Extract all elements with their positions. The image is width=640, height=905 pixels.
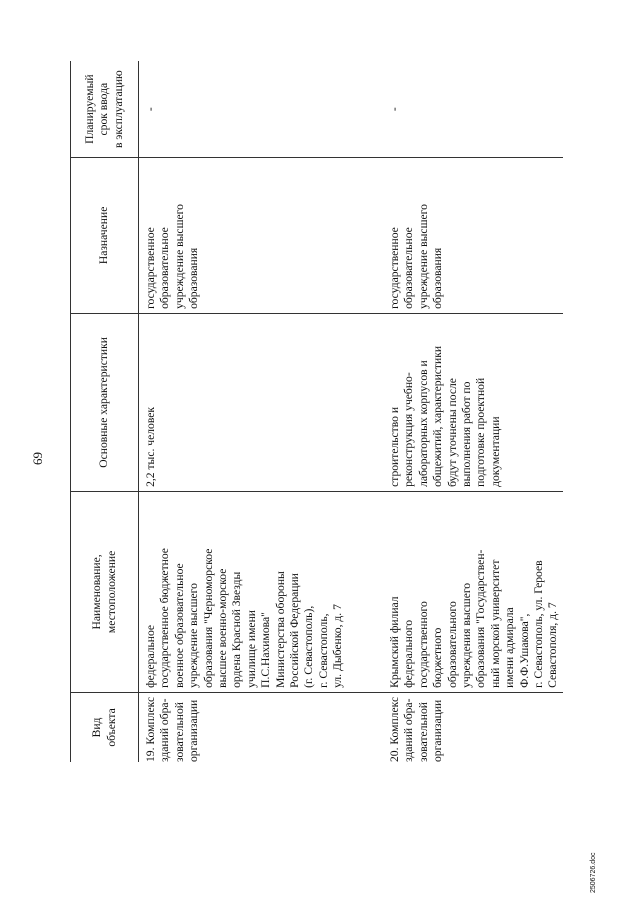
page-number: 69	[30, 452, 45, 465]
planned-term-cell: -	[372, 61, 563, 157]
table-row	[139, 61, 373, 762]
document-code: 2506726.doc	[590, 852, 597, 893]
characteristics-cell: строительство и реконструкция учебно- лабораторных корпусов и общежитий, характеристики будут уточнены после выполнения работ по подготовке проектной документации	[372, 313, 563, 491]
purpose-cell: государственное образовательное учреждение высшего образования	[139, 157, 373, 313]
characteristics-cell: 2,2 тыс. человек	[139, 313, 373, 491]
header-name-location: Наименование, местоположение	[71, 491, 139, 692]
table-header-row	[71, 61, 139, 762]
name-location-cell: федеральное государственное бюджетное военное образовательное учреждение высшего образования "Черноморское высшее военно-морское ордена Красной Звезды училище имени П.С.Нахимова" Министерства обороны Российской Федерации (г. Севастополь), г. Севастополь, ул. Дыбенко, д. 7	[139, 491, 373, 692]
name-location-cell: Крымский филиал федерального государственного бюджетного образовательного учреждения высшего образования "Государствен- ный морской университет имени адмирала Ф.Ф.Ушакова", г. Севастополь, ул. Героев Севастополя, д. 7	[372, 491, 563, 692]
objects-table	[70, 61, 563, 762]
header-planned-term: Планируемый срок ввода в эксплуатацию	[71, 61, 139, 157]
purpose-cell: государственное образовательное учреждение высшего образования	[372, 157, 563, 313]
table-row	[372, 61, 563, 762]
header-characteristics: Основные характеристики	[71, 313, 139, 491]
header-object-type: Вид объекта	[71, 692, 139, 762]
header-purpose: Назначение	[71, 157, 139, 313]
object-type-cell: 19. Комплекс зданий обра- зовательной организации	[144, 696, 201, 762]
object-type-cell: 20. Комплекс зданий обра- зовательной организации	[388, 696, 445, 762]
planned-term-cell: -	[139, 61, 373, 157]
